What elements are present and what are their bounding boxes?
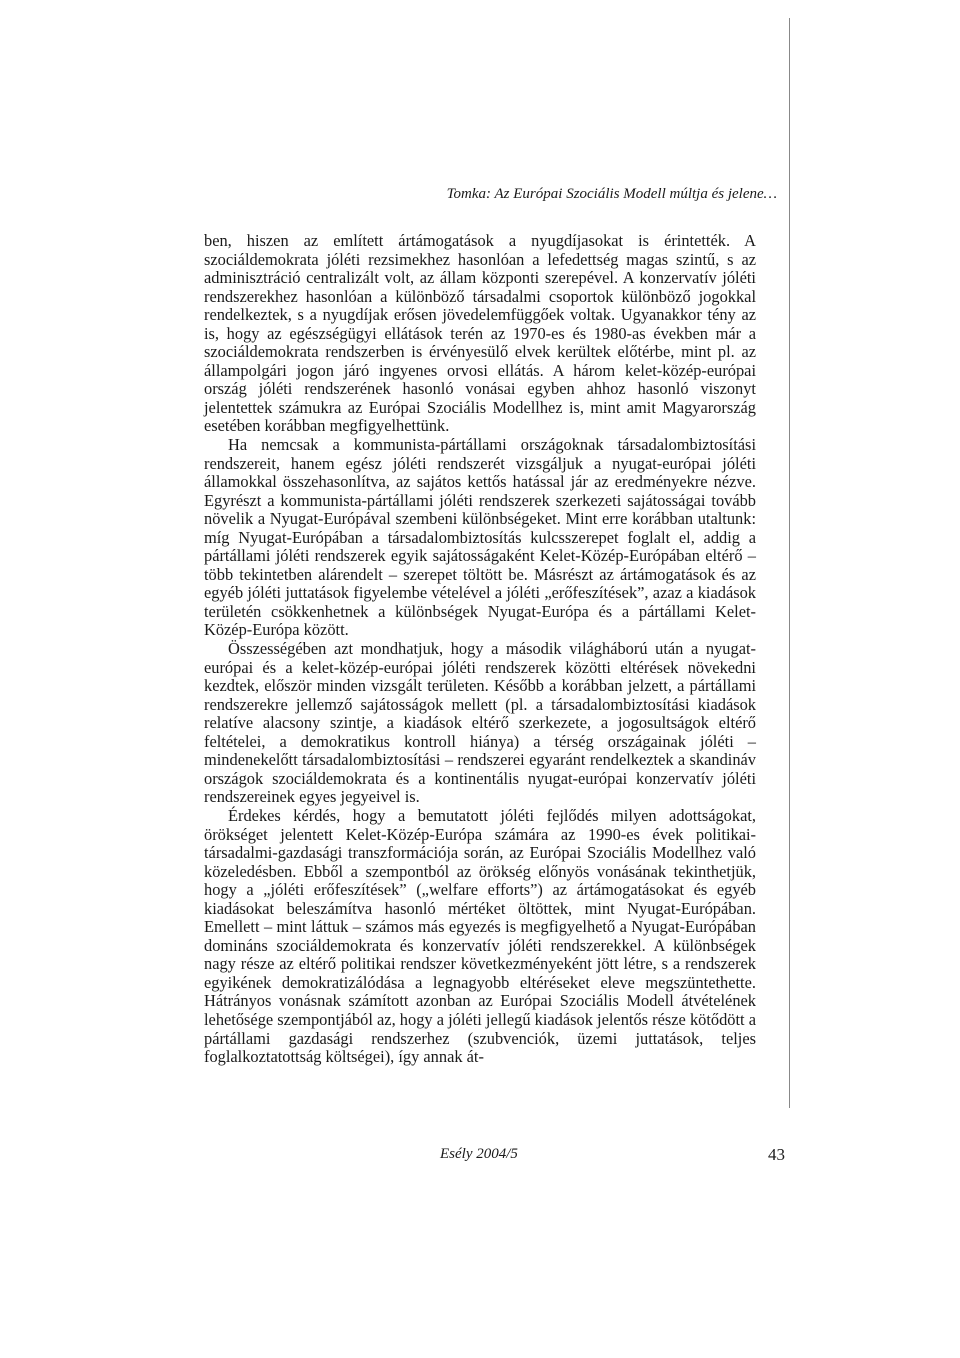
paragraph-1: ben, hiszen az említett ártámogatások a nyugdíjasokat is érintették. A szociáldemokrata jóléti rezsimekhez hasonlóan a lefedettség magas szintű, s az adminisztráció centralizált volt, az állam központi szerepével. A konzervatív jóléti rendszerekhez hasonlóan a különböző társadalmi csoportok különböző jogokkal rendelkeztek, s a nyugdíjak erősen jövedelemfüggőek voltak. Ugyanakkor tény az is, hogy az egészségügyi ellátások terén az 1970-es és 1980-as években már a szociáldemokrata rendszerben is érvényesülő elvek kerültek előtérbe, mint pl. az állampolgári jogon járó ingyenes orvosi ellátás. A három kelet-közép-európai ország jóléti rendszerének hasonló vonásai egyben ahhoz hasonló viszonyt jelentettek számukra az Európai Szociális Modellhez is, mint amit Magyarország esetében korábban megfigyelhettünk. [204,231,756,436]
paragraph-3: Összességében azt mondhatjuk, hogy a második világháború után a nyugat-európai és a kelet-közép-európai jóléti rendszerek közötti eltérések növekedni kezdtek, először minden vizsgált területen. Később a korábban jelzett, a pártállami rendszerekre jellemző sajátosságok mellett (pl. a társadalombiztosítási kiadások relatíve alacsony szintje, a kiadások eltérő szerkezete, a jogosultságok eltérő feltételei, a demokratikus kontroll hiánya) a térség országainak jóléti – mindenekelőtt társadalombiztosítási – rendszerei egyaránt rendelkeztek a skandináv országok szociáldemokrata és a kontinentális nyugat-európai konzervatív jóléti rendszereinek egyes jegyeivel is. [204,639,756,807]
paragraph-2: Ha nemcsak a kommunista-pártállami országoknak társadalombiztosítási rendszereit, hanem egész jóléti rendszerét vizsgáljuk a nyugat-európai jóléti államokkal összehasonlítva, az sajátos kettős hatással jár az eredményekre nézve. Egyrészt a kommunista-pártállami jóléti rendszerek szerkezeti sajátosságai tovább növelik a Nyugat-Európával szembeni különbségeket. Mint erre korábban utaltunk: míg Nyugat-Európában a társadalombiztosítás kulcsszerepet foglalt el, addig a pártállami jóléti rendszerek egyik sajátosságaként Kelet-Közép-Európában eltérő – több tekintetben alárendelt – szerepet töltött be. Másrészt az ártámogatások és az egyéb jóléti juttatások figyelembe vételével a jóléti „erőfeszítések”, azaz a kiadások területén csökkenhetnek a különbségek Nyugat-Európa és a pártállami Kelet-Közép-Európa között. [204,435,756,640]
running-head: Tomka: Az Európai Szociális Modell múltja és jelene… [446,186,777,202]
margin-rule [789,18,790,1108]
article-body [204,232,756,1067]
page-number: 43 [768,1145,785,1164]
paragraph-4: Érdekes kérdés, hogy a bemutatott jóléti fejlődés milyen adottságokat, örökséget jelentett Kelet-Közép-Európa számára az 1990-es évek politikai-társadalmi-gazdasági transzformációja során, az Európai Szociális Modellhez való közeledésben. Ebből a szempontból az örökség előnyös vonásának tekinthetjük, hogy a „jóléti erőfeszítések” („welfare efforts”) az ártámogatásokat és egyéb kiadásokat beleszámítva hasonló mértéket öltöttek, mint Nyugat-Európában. Emellett – mint láttuk – számos más egyezés is megfigyelhető a Nyugat-Európában domináns szociáldemokrata és konzervatív jóléti rendszerekkel. A különbségek nagy része az eltérő politikai rendszer következményeként jött létre, s a rendszerek egyikének demokratizálódása a legnagyobb eltéréseket eleve megszüntethette. Hátrányos vonásnak számított azonban az Európai Szociális Modell átvételének lehetősége szempontjából az, hogy a jóléti jellegű kiadások jelentős része kötődött a pártállami gazdasági rendszerhez (szubvenciók, üzemi juttatások, teljes foglalkoztatottság költségei), így annak át- [204,805,756,1067]
journal-footer: Esély 2004/5 [440,1146,518,1162]
